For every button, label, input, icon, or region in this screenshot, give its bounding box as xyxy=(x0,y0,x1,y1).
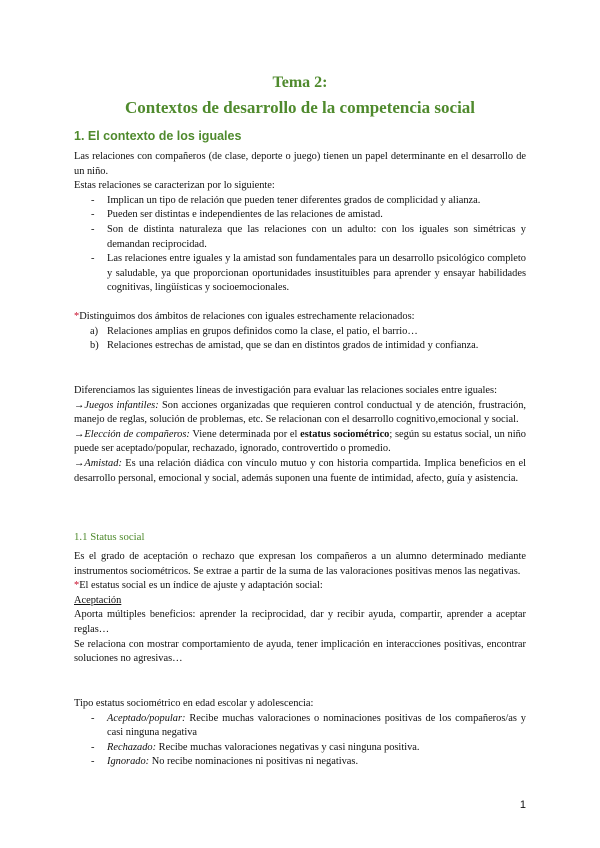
document-title-line1: Tema 2: xyxy=(272,74,328,91)
types-list xyxy=(74,712,526,770)
acceptance-p2: Se relaciona con mostrar comportamiento de ayuda, tener implicación en interacciones positivas, encontrar soluciones no agresivas… xyxy=(74,638,526,665)
index-line: *El estatus social es un índice de ajuste y adaptación social: xyxy=(74,580,323,592)
ambits-line: *Distinguimos dos ámbitos de relaciones con iguales estrechamente relacionados: xyxy=(74,311,415,322)
characteristics-list xyxy=(74,194,526,296)
research-intro: Diferenciamos las siguientes líneas de investigación para evaluar las relaciones sociales entre iguales: xyxy=(74,385,497,396)
list-item: - Son de distinta naturaleza que las relaciones con un adulto: con los iguales son simétricas y demandan reciprocidad. xyxy=(74,223,526,252)
types-intro: Tipo estatus sociométrico en edad escolar y adolescencia: xyxy=(74,698,314,709)
document-title-line2: Contextos de desarrollo de la competencia social xyxy=(124,98,476,117)
types-block xyxy=(74,697,526,770)
acceptance-heading: Aceptación xyxy=(74,594,122,606)
list-item: - Aceptado/popular: Recibe muchas valoraciones o nominaciones positivas de los compañeros/as y casi ninguna negativa xyxy=(74,712,526,741)
list-item: - Las relaciones entre iguales y la amistad son fundamentales para un desarrollo psicológico completo y saludable, ya que proporcionan oportunidades insustituibles para aprender y ensayar habilidades cognitivas, lingüísticas y socioemocionales. xyxy=(74,252,526,296)
research-amistad: →Amistad: Es una relación diádica con vínculo mutuo y con historia compartida. Implica beneficios en el desarrollo personal, emocional y social, además suponen una fuente de intimidad, afecto, guía y asistencia. xyxy=(74,457,526,484)
characterized-line: Estas relaciones se caracterizan por lo siguiente: xyxy=(74,180,275,192)
acceptance-p1: Aporta múltiples beneficios: aprender la reciprocidad, dar y recibir ayuda, compartir, aprender a aceptar reglas… xyxy=(74,609,526,635)
list-item: - Pueden ser distintas e independientes de las relaciones de amistad. xyxy=(74,208,526,223)
list-item: - Implican un tipo de relación que pueden tener diferentes grados de complicidad y alianza. xyxy=(74,194,526,209)
section1-body xyxy=(74,150,526,296)
subsection-heading: 1.1 Status social xyxy=(74,531,145,543)
section-heading: 1. El contexto de los iguales xyxy=(74,129,242,143)
research-eleccion: →Elección de compañeros: Viene determinada por el estatus sociométrico; según su estatus social, un niño puede ser aceptado/popular, rechazado, ignorado, controvertido o promedio. xyxy=(74,428,527,455)
asterisk: * xyxy=(74,580,80,592)
ambits-block xyxy=(74,310,526,354)
list-item: a) Relaciones amplias en grupos definidos como la clase, el patio, el barrio… xyxy=(90,325,418,337)
asterisk: * xyxy=(74,311,80,322)
list-item: b) Relaciones estrechas de amistad, que se dan en distintos grados de intimidad y confianza. xyxy=(90,340,479,352)
research-block xyxy=(74,384,526,486)
intro-paragraph: Las relaciones con compañeros (de clase, deporte o juego) tienen un papel determinante en el desarrollo de un niño. xyxy=(74,151,526,177)
list-item: - Ignorado: No recibe nominaciones ni positivas ni negativas. xyxy=(74,755,526,770)
status-definition: Es el grado de aceptación o rechazo que expresan los compañeros a un alumno determinado mediante instrumentos sociométricos. Se extrae a partir de la suma de las valoraciones positivas menos las negativas. xyxy=(74,551,526,577)
research-juegos: →Juegos infantiles: Son acciones organizadas que requieren control conductual y de atención, frustración, manejo de reglas, solución de problemas, etc. Se relacionan con el desarrollo cognitivo,emocional y social. xyxy=(74,399,527,426)
list-item: - Rechazado: Recibe muchas valoraciones negativas y casi ninguna positiva. xyxy=(74,741,526,756)
page-number: 1 xyxy=(519,799,526,811)
status-block xyxy=(74,550,526,667)
ambits-list xyxy=(74,325,526,354)
